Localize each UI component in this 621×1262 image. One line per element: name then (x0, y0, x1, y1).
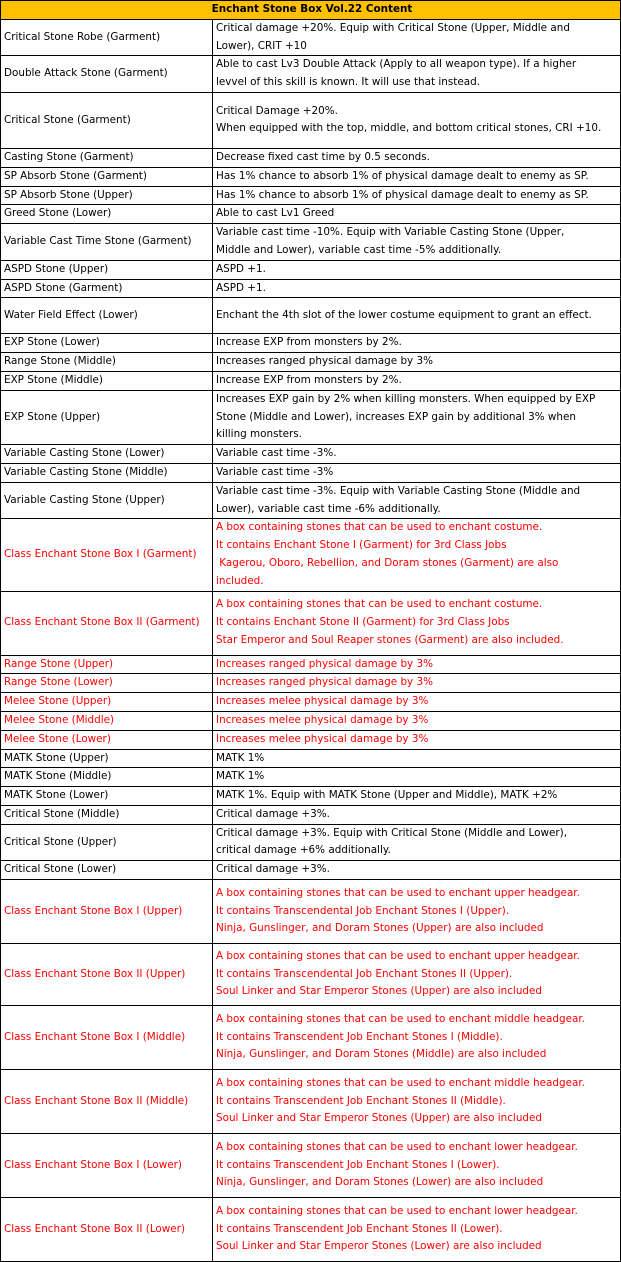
table-row (1, 445, 621, 464)
description-line: Increase EXP from monsters by 2%. (216, 373, 402, 386)
table-row (1, 693, 621, 712)
item-description-cell (213, 1006, 621, 1070)
description-line: Critical damage +3%. (216, 807, 330, 820)
description-line: It contains Transcendental Job Enchant Stones I (Upper). (216, 904, 510, 917)
item-description-cell (213, 1134, 621, 1198)
description-line: levvel of this skill is known. It will use that instead. (216, 76, 481, 89)
table-body (1, 19, 621, 1261)
item-description-cell (213, 279, 621, 298)
description-line: ASPD +1. (216, 262, 266, 275)
item-description-cell (213, 148, 621, 167)
item-name-cell: MATK Stone (Upper) (1, 749, 213, 768)
table-row (1, 148, 621, 167)
description-line: Ninja, Gunslinger, and Doram Stones (Lower) are also included (216, 1176, 544, 1189)
item-description-cell (213, 730, 621, 749)
description-line: Has 1% chance to absorb 1% of physical damage dealt to enemy as SP. (216, 169, 589, 182)
item-name-cell: Range Stone (Lower) (1, 674, 213, 693)
description-line: Increases ranged physical damage by 3% (216, 657, 433, 670)
item-name-cell: ASPD Stone (Garment) (1, 279, 213, 298)
table-row (1, 56, 621, 93)
table-row (1, 279, 621, 298)
item-name-cell: Variable Casting Stone (Upper) (1, 482, 213, 519)
item-description-cell (213, 693, 621, 712)
item-description-cell (213, 482, 621, 519)
item-name-cell: SP Absorb Stone (Garment) (1, 167, 213, 186)
table-row (1, 1070, 621, 1134)
table-row (1, 655, 621, 674)
item-name-cell: Critical Stone (Upper) (1, 824, 213, 861)
table-row (1, 591, 621, 655)
item-description-cell (213, 298, 621, 334)
item-name-cell: Melee Stone (Upper) (1, 693, 213, 712)
item-name-cell: MATK Stone (Middle) (1, 768, 213, 787)
description-line: Ninja, Gunslinger, and Doram Stones (Upper) are also included (216, 922, 544, 935)
description-line: Critical damage +20%. Equip with Critical Stone (Upper, Middle and (216, 21, 570, 34)
description-line: MATK 1%. Equip with MATK Stone (Upper and Middle), MATK +2% (216, 789, 558, 802)
item-name-cell: Water Field Effect (Lower) (1, 298, 213, 334)
item-description-cell (213, 390, 621, 444)
item-description-cell (213, 92, 621, 148)
item-name-cell: ASPD Stone (Upper) (1, 260, 213, 279)
description-line: Increase EXP from monsters by 2%. (216, 336, 402, 349)
item-description-cell (213, 674, 621, 693)
item-description-cell (213, 805, 621, 824)
description-line: Able to cast Lv3 Double Attack (Apply to all weapon type). If a higher (216, 58, 577, 71)
item-name-cell: Melee Stone (Middle) (1, 711, 213, 730)
item-name-cell: Critical Stone Robe (Garment) (1, 19, 213, 56)
item-name-cell: Critical Stone (Middle) (1, 805, 213, 824)
table-row (1, 880, 621, 944)
table-row (1, 944, 621, 1006)
description-line: Stone (Middle and Lower), increases EXP gain by additional 3% when (216, 410, 576, 423)
description-line: Star Emperor and Soul Reaper stones (Garment) are also included. (216, 633, 564, 646)
item-name-cell: EXP Stone (Middle) (1, 371, 213, 390)
table-row (1, 730, 621, 749)
description-line: A box containing stones that can be used to enchant lower headgear. (216, 1204, 578, 1217)
table-row (1, 353, 621, 372)
item-description-cell (213, 260, 621, 279)
item-name-cell: Class Enchant Stone Box II (Middle) (1, 1070, 213, 1134)
description-line: Critical damage +3%. Equip with Critical Stone (Middle and Lower), (216, 826, 568, 839)
description-line: Middle and Lower), variable cast time -5% additionally. (216, 243, 502, 256)
table-row (1, 167, 621, 186)
item-description-cell (213, 1070, 621, 1134)
table-row (1, 205, 621, 224)
item-description-cell (213, 224, 621, 261)
description-line: It contains Enchant Stone II (Garment) for 3rd Class Jobs (216, 616, 510, 629)
item-description-cell (213, 749, 621, 768)
description-line: It contains Enchant Stone I (Garment) for 3rd Class Jobs (216, 539, 507, 552)
item-description-cell (213, 371, 621, 390)
item-name-cell: Variable Casting Stone (Lower) (1, 445, 213, 464)
description-line: It contains Transcendent Job Enchant Stones II (Middle). (216, 1094, 506, 1107)
title-row (1, 1, 621, 20)
item-description-cell (213, 655, 621, 674)
description-line: A box containing stones that can be used to enchant upper headgear. (216, 886, 580, 899)
item-name-cell: Class Enchant Stone Box I (Middle) (1, 1006, 213, 1070)
description-line: Soul Linker and Star Emperor Stones (Upper) are also included (216, 1112, 542, 1125)
item-description-cell (213, 1198, 621, 1262)
table-row (1, 674, 621, 693)
description-line: Soul Linker and Star Emperor Stones (Lower) are also included (216, 1240, 542, 1253)
table-title: Enchant Stone Box Vol.22 Content (1, 1, 621, 20)
description-line: killing monsters. (216, 428, 302, 441)
item-description-cell (213, 519, 621, 591)
item-description-cell (213, 19, 621, 56)
description-line: Variable cast time -10%. Equip with Variable Casting Stone (Upper, (216, 226, 565, 239)
description-line: included. (216, 574, 264, 587)
item-name-cell: Class Enchant Stone Box I (Garment) (1, 519, 213, 591)
description-line: Critical damage +3%. (216, 863, 330, 876)
description-line: Enchant the 4th slot of the lower costume equipment to grant an effect. (216, 308, 592, 321)
item-description-cell (213, 205, 621, 224)
description-line: Lower), variable cast time -6% additionally. (216, 502, 441, 515)
item-description-cell (213, 711, 621, 730)
table-row (1, 1006, 621, 1070)
table-row (1, 1134, 621, 1198)
item-name-cell: Range Stone (Middle) (1, 353, 213, 372)
table-row (1, 92, 621, 148)
item-name-cell: Class Enchant Stone Box II (Upper) (1, 944, 213, 1006)
item-name-cell: Class Enchant Stone Box II (Garment) (1, 591, 213, 655)
table-row (1, 334, 621, 353)
description-line: critical damage +6% additionally. (216, 844, 391, 857)
item-name-cell: Casting Stone (Garment) (1, 148, 213, 167)
table-row (1, 824, 621, 861)
item-name-cell: Range Stone (Upper) (1, 655, 213, 674)
item-description-cell (213, 861, 621, 880)
table-row (1, 298, 621, 334)
item-name-cell: SP Absorb Stone (Upper) (1, 186, 213, 205)
item-name-cell: Class Enchant Stone Box II (Lower) (1, 1198, 213, 1262)
description-line: Decrease fixed cast time by 0.5 seconds. (216, 150, 430, 163)
description-line: Able to cast Lv1 Greed (216, 207, 335, 220)
table-row (1, 260, 621, 279)
item-name-cell: Melee Stone (Lower) (1, 730, 213, 749)
description-line: MATK 1% (216, 751, 265, 764)
item-name-cell: Greed Stone (Lower) (1, 205, 213, 224)
item-name-cell: Double Attack Stone (Garment) (1, 56, 213, 93)
item-name-cell: Class Enchant Stone Box I (Upper) (1, 880, 213, 944)
description-line: Ninja, Gunslinger, and Doram Stones (Middle) are also included (216, 1048, 547, 1061)
table-row (1, 1198, 621, 1262)
table-row (1, 519, 621, 591)
item-name-cell: EXP Stone (Upper) (1, 390, 213, 444)
description-line: It contains Transcendent Job Enchant Stones I (Middle). (216, 1030, 503, 1043)
table-row (1, 482, 621, 519)
table-row (1, 371, 621, 390)
description-line: It contains Transcendental Job Enchant Stones II (Upper). (216, 967, 513, 980)
description-line: Soul Linker and Star Emperor Stones (Upper) are also included (216, 985, 542, 998)
item-description-cell (213, 167, 621, 186)
description-line: Lower), CRIT +10 (216, 39, 307, 52)
description-line: When equipped with the top, middle, and bottom critical stones, CRI +10. (216, 122, 602, 135)
item-name-cell: Variable Casting Stone (Middle) (1, 463, 213, 482)
table-row (1, 390, 621, 444)
item-description-cell (213, 353, 621, 372)
description-line: Variable cast time -3% (216, 465, 334, 478)
description-line: Increases ranged physical damage by 3% (216, 676, 433, 689)
item-name-cell: Critical Stone (Garment) (1, 92, 213, 148)
item-description-cell (213, 787, 621, 806)
item-description-cell (213, 824, 621, 861)
item-name-cell: Critical Stone (Lower) (1, 861, 213, 880)
item-name-cell: Variable Cast Time Stone (Garment) (1, 224, 213, 261)
table-row (1, 805, 621, 824)
table-row (1, 749, 621, 768)
item-description-cell (213, 944, 621, 1006)
item-description-cell (213, 591, 621, 655)
item-description-cell (213, 463, 621, 482)
description-line: A box containing stones that can be used to enchant middle headgear. (216, 1012, 585, 1025)
description-line: Increases EXP gain by 2% when killing monsters. When equipped by EXP (216, 392, 596, 405)
description-line: It contains Transcendent Job Enchant Stones II (Lower). (216, 1222, 503, 1235)
description-line: Increases ranged physical damage by 3% (216, 355, 433, 368)
item-description-cell (213, 334, 621, 353)
table-row (1, 787, 621, 806)
description-line: Variable cast time -3%. (216, 447, 337, 460)
description-line: MATK 1% (216, 770, 265, 783)
item-description-cell (213, 186, 621, 205)
description-line: Has 1% chance to absorb 1% of physical damage dealt to enemy as SP. (216, 188, 589, 201)
description-line: Increases melee physical damage by 3% (216, 713, 429, 726)
description-line: Variable cast time -3%. Equip with Variable Casting Stone (Middle and (216, 484, 581, 497)
table-row (1, 224, 621, 261)
description-line: A box containing stones that can be used to enchant lower headgear. (216, 1140, 578, 1153)
description-line: Kagerou, Oboro, Rebellion, and Doram stones (Garment) are also (216, 556, 559, 569)
item-description-cell (213, 56, 621, 93)
table-row (1, 186, 621, 205)
item-description-cell (213, 445, 621, 464)
table-row (1, 19, 621, 56)
description-line: ASPD +1. (216, 281, 266, 294)
description-line: A box containing stones that can be used to enchant costume. (216, 521, 543, 534)
description-line: Increases melee physical damage by 3% (216, 695, 429, 708)
description-line: Critical Damage +20%. (216, 104, 338, 117)
description-line: A box containing stones that can be used to enchant middle headgear. (216, 1076, 585, 1089)
description-line: A box containing stones that can be used to enchant costume. (216, 598, 543, 611)
item-description-cell (213, 880, 621, 944)
table-row (1, 768, 621, 787)
item-description-cell (213, 768, 621, 787)
description-line: Increases melee physical damage by 3% (216, 732, 429, 745)
item-name-cell: MATK Stone (Lower) (1, 787, 213, 806)
table-row (1, 711, 621, 730)
table-row (1, 463, 621, 482)
description-line: It contains Transcendent Job Enchant Stones I (Lower). (216, 1158, 500, 1171)
item-name-cell: EXP Stone (Lower) (1, 334, 213, 353)
table-row (1, 861, 621, 880)
item-name-cell: Class Enchant Stone Box I (Lower) (1, 1134, 213, 1198)
description-line: A box containing stones that can be used to enchant upper headgear. (216, 949, 580, 962)
